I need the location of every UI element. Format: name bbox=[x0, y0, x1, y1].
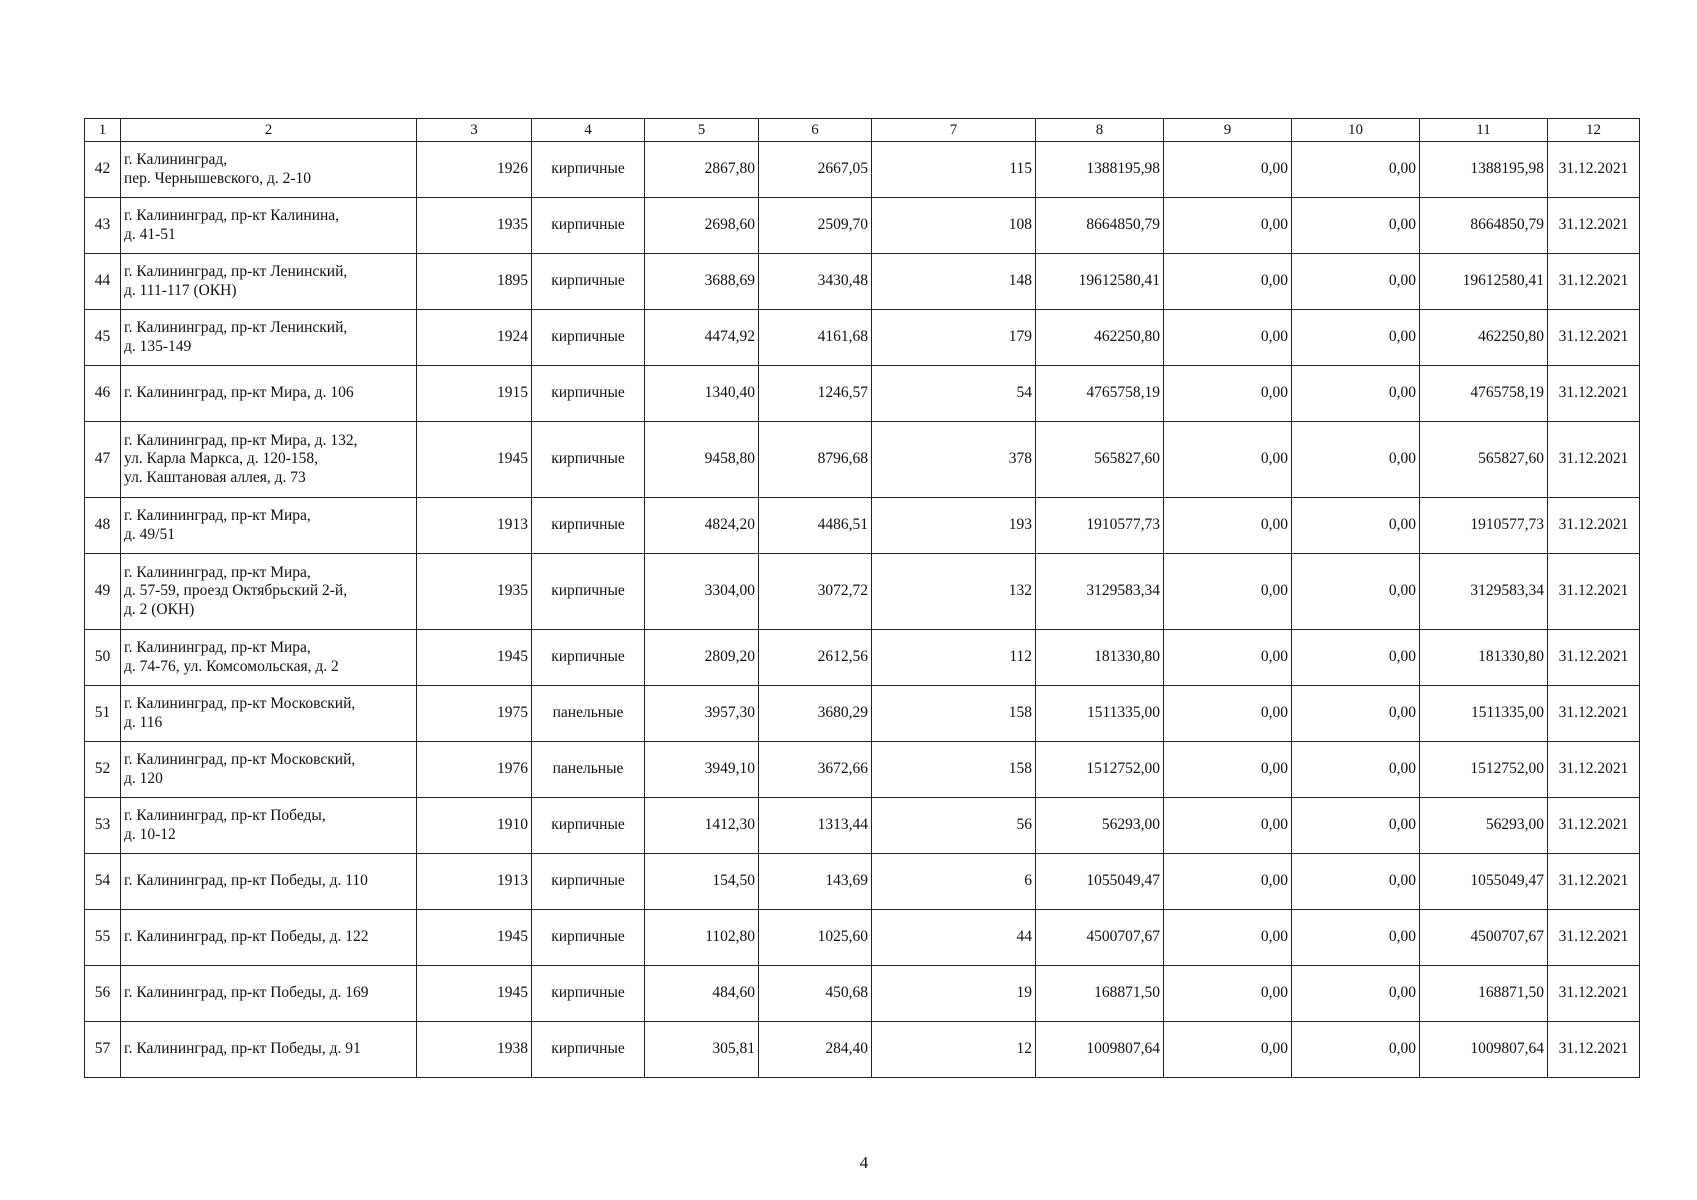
col9-cell: 0,00 bbox=[1164, 422, 1292, 498]
col10-cell: 0,00 bbox=[1292, 686, 1420, 742]
year-cell: 1945 bbox=[417, 630, 532, 686]
year-cell: 1910 bbox=[417, 798, 532, 854]
row-number: 44 bbox=[85, 254, 121, 310]
col6-cell: 284,40 bbox=[759, 1022, 872, 1078]
address-cell bbox=[121, 966, 417, 1022]
address-line: д. 41-51 bbox=[124, 225, 176, 243]
address-line: д. 116 bbox=[124, 713, 163, 731]
material-cell: панельные bbox=[532, 742, 645, 798]
row-number: 47 bbox=[85, 422, 121, 498]
address-cell bbox=[121, 422, 417, 498]
col10-cell: 0,00 bbox=[1292, 422, 1420, 498]
year-cell: 1945 bbox=[417, 966, 532, 1022]
col7-cell: 179 bbox=[872, 310, 1036, 366]
col10-cell: 0,00 bbox=[1292, 854, 1420, 910]
col11-cell: 1055049,47 bbox=[1420, 854, 1548, 910]
table-row bbox=[85, 1022, 1640, 1078]
col5-cell: 484,60 bbox=[645, 966, 759, 1022]
col8-cell: 1388195,98 bbox=[1036, 142, 1164, 198]
table-row bbox=[85, 498, 1640, 554]
material-cell: кирпичные bbox=[532, 798, 645, 854]
col6-cell: 143,69 bbox=[759, 854, 872, 910]
col8-cell: 4500707,67 bbox=[1036, 910, 1164, 966]
address-cell bbox=[121, 310, 417, 366]
row-number: 51 bbox=[85, 686, 121, 742]
table-row bbox=[85, 742, 1640, 798]
housing-table bbox=[84, 118, 1640, 1078]
column-header-7: 7 bbox=[872, 119, 1036, 142]
col8-cell: 56293,00 bbox=[1036, 798, 1164, 854]
row-number: 52 bbox=[85, 742, 121, 798]
year-cell: 1976 bbox=[417, 742, 532, 798]
col5-cell: 2809,20 bbox=[645, 630, 759, 686]
address-line: г. Калининград, пр-кт Мира, bbox=[124, 563, 311, 581]
material-cell: кирпичные bbox=[532, 498, 645, 554]
col8-cell: 1055049,47 bbox=[1036, 854, 1164, 910]
col6-cell: 2612,56 bbox=[759, 630, 872, 686]
col6-cell: 3072,72 bbox=[759, 554, 872, 630]
year-cell: 1895 bbox=[417, 254, 532, 310]
page-number: 4 bbox=[859, 1153, 869, 1172]
column-header-2: 2 bbox=[121, 119, 417, 142]
column-header-5: 5 bbox=[645, 119, 759, 142]
date-cell: 31.12.2021 bbox=[1548, 910, 1640, 966]
col10-cell: 0,00 bbox=[1292, 630, 1420, 686]
col10-cell: 0,00 bbox=[1292, 498, 1420, 554]
col7-cell: 148 bbox=[872, 254, 1036, 310]
col5-cell: 3949,10 bbox=[645, 742, 759, 798]
col5-cell: 4474,92 bbox=[645, 310, 759, 366]
date-cell: 31.12.2021 bbox=[1548, 742, 1640, 798]
col9-cell: 0,00 bbox=[1164, 686, 1292, 742]
table-body bbox=[85, 142, 1640, 1078]
date-cell: 31.12.2021 bbox=[1548, 966, 1640, 1022]
address-line: г. Калининград, пр-кт Калинина, bbox=[124, 206, 340, 224]
address-line: г. Калининград, пр-кт Победы, д. 122 bbox=[124, 928, 369, 946]
col11-cell: 1511335,00 bbox=[1420, 686, 1548, 742]
table-row bbox=[85, 910, 1640, 966]
address-line: г. Калининград, пр-кт Победы, bbox=[124, 806, 326, 824]
address-line: г. Калининград, пр-кт Победы, д. 91 bbox=[124, 1040, 361, 1058]
col11-cell: 1512752,00 bbox=[1420, 742, 1548, 798]
year-cell: 1935 bbox=[417, 554, 532, 630]
table-row bbox=[85, 798, 1640, 854]
row-number: 48 bbox=[85, 498, 121, 554]
col6-cell: 3672,66 bbox=[759, 742, 872, 798]
col11-cell: 565827,60 bbox=[1420, 422, 1548, 498]
address-cell bbox=[121, 1022, 417, 1078]
col10-cell: 0,00 bbox=[1292, 310, 1420, 366]
column-header-9: 9 bbox=[1164, 119, 1292, 142]
date-cell: 31.12.2021 bbox=[1548, 422, 1640, 498]
year-cell: 1924 bbox=[417, 310, 532, 366]
col9-cell: 0,00 bbox=[1164, 910, 1292, 966]
col5-cell: 1102,80 bbox=[645, 910, 759, 966]
col11-cell: 8664850,79 bbox=[1420, 198, 1548, 254]
address-line: д. 74-76, ул. Комсомольская, д. 2 bbox=[124, 657, 339, 675]
col5-cell: 3957,30 bbox=[645, 686, 759, 742]
address-cell bbox=[121, 498, 417, 554]
table-row bbox=[85, 366, 1640, 422]
date-cell: 31.12.2021 bbox=[1548, 554, 1640, 630]
address-line: г. Калининград, пр-кт Московский, bbox=[124, 694, 356, 712]
address-cell bbox=[121, 798, 417, 854]
col8-cell: 19612580,41 bbox=[1036, 254, 1164, 310]
column-header-4: 4 bbox=[532, 119, 645, 142]
address-line: д. 10-12 bbox=[124, 825, 176, 843]
table-row bbox=[85, 142, 1640, 198]
year-cell: 1913 bbox=[417, 498, 532, 554]
date-cell: 31.12.2021 bbox=[1548, 854, 1640, 910]
col6-cell: 2509,70 bbox=[759, 198, 872, 254]
col8-cell: 181330,80 bbox=[1036, 630, 1164, 686]
address-line: пер. Чернышевского, д. 2-10 bbox=[124, 169, 312, 187]
row-number: 49 bbox=[85, 554, 121, 630]
col5-cell: 154,50 bbox=[645, 854, 759, 910]
column-header-10: 10 bbox=[1292, 119, 1420, 142]
row-number: 42 bbox=[85, 142, 121, 198]
address-line: д. 49/51 bbox=[124, 525, 175, 543]
col10-cell: 0,00 bbox=[1292, 254, 1420, 310]
material-cell: кирпичные bbox=[532, 366, 645, 422]
address-line: г. Калининград, пр-кт Мира, д. 132, bbox=[124, 431, 358, 449]
address-cell bbox=[121, 198, 417, 254]
col9-cell: 0,00 bbox=[1164, 254, 1292, 310]
col9-cell: 0,00 bbox=[1164, 198, 1292, 254]
row-number: 45 bbox=[85, 310, 121, 366]
material-cell: кирпичные bbox=[532, 310, 645, 366]
table-row bbox=[85, 310, 1640, 366]
address-line: д. 2 (ОКН) bbox=[124, 600, 195, 618]
col9-cell: 0,00 bbox=[1164, 142, 1292, 198]
col8-cell: 1511335,00 bbox=[1036, 686, 1164, 742]
address-cell bbox=[121, 742, 417, 798]
material-cell: кирпичные bbox=[532, 198, 645, 254]
date-cell: 31.12.2021 bbox=[1548, 798, 1640, 854]
address-line: г. Калининград, пр-кт Московский, bbox=[124, 750, 356, 768]
col5-cell: 305,81 bbox=[645, 1022, 759, 1078]
address-cell bbox=[121, 854, 417, 910]
date-cell: 31.12.2021 bbox=[1548, 142, 1640, 198]
col11-cell: 181330,80 bbox=[1420, 630, 1548, 686]
year-cell: 1945 bbox=[417, 910, 532, 966]
material-cell: кирпичные bbox=[532, 554, 645, 630]
col11-cell: 1009807,64 bbox=[1420, 1022, 1548, 1078]
year-cell: 1945 bbox=[417, 422, 532, 498]
col8-cell: 3129583,34 bbox=[1036, 554, 1164, 630]
col10-cell: 0,00 bbox=[1292, 198, 1420, 254]
table-row bbox=[85, 686, 1640, 742]
material-cell: кирпичные bbox=[532, 630, 645, 686]
column-header-6: 6 bbox=[759, 119, 872, 142]
address-line: г. Калининград, пр-кт Победы, д. 110 bbox=[124, 872, 368, 890]
year-cell: 1915 bbox=[417, 366, 532, 422]
col7-cell: 378 bbox=[872, 422, 1036, 498]
col9-cell: 0,00 bbox=[1164, 1022, 1292, 1078]
col6-cell: 1313,44 bbox=[759, 798, 872, 854]
col9-cell: 0,00 bbox=[1164, 966, 1292, 1022]
date-cell: 31.12.2021 bbox=[1548, 630, 1640, 686]
row-number: 56 bbox=[85, 966, 121, 1022]
col11-cell: 1388195,98 bbox=[1420, 142, 1548, 198]
column-header-11: 11 bbox=[1420, 119, 1548, 142]
col11-cell: 4500707,67 bbox=[1420, 910, 1548, 966]
table-row bbox=[85, 554, 1640, 630]
col5-cell: 2698,60 bbox=[645, 198, 759, 254]
col6-cell: 1246,57 bbox=[759, 366, 872, 422]
col7-cell: 19 bbox=[872, 966, 1036, 1022]
col7-cell: 193 bbox=[872, 498, 1036, 554]
table-row bbox=[85, 198, 1640, 254]
address-line: г. Калининград, пр-кт Победы, д. 169 bbox=[124, 984, 369, 1002]
date-cell: 31.12.2021 bbox=[1548, 254, 1640, 310]
material-cell: кирпичные bbox=[532, 1022, 645, 1078]
col6-cell: 450,68 bbox=[759, 966, 872, 1022]
col5-cell: 3304,00 bbox=[645, 554, 759, 630]
col6-cell: 3680,29 bbox=[759, 686, 872, 742]
col9-cell: 0,00 bbox=[1164, 310, 1292, 366]
column-header-1: 1 bbox=[85, 119, 121, 142]
address-line: д. 111-117 (ОКН) bbox=[124, 281, 237, 299]
row-number: 46 bbox=[85, 366, 121, 422]
date-cell: 31.12.2021 bbox=[1548, 498, 1640, 554]
col10-cell: 0,00 bbox=[1292, 966, 1420, 1022]
date-cell: 31.12.2021 bbox=[1548, 1022, 1640, 1078]
document-sheet bbox=[84, 118, 1640, 1078]
col6-cell: 3430,48 bbox=[759, 254, 872, 310]
col6-cell: 1025,60 bbox=[759, 910, 872, 966]
material-cell: кирпичные bbox=[532, 142, 645, 198]
column-header-12: 12 bbox=[1548, 119, 1640, 142]
col7-cell: 112 bbox=[872, 630, 1036, 686]
row-number: 57 bbox=[85, 1022, 121, 1078]
col8-cell: 8664850,79 bbox=[1036, 198, 1164, 254]
col11-cell: 1910577,73 bbox=[1420, 498, 1548, 554]
col7-cell: 132 bbox=[872, 554, 1036, 630]
col10-cell: 0,00 bbox=[1292, 554, 1420, 630]
row-number: 43 bbox=[85, 198, 121, 254]
col8-cell: 462250,80 bbox=[1036, 310, 1164, 366]
address-line: г. Калининград, пр-кт Мира, д. 106 bbox=[124, 384, 354, 402]
address-line: г. Калининград, пр-кт Ленинский, bbox=[124, 262, 348, 280]
address-cell bbox=[121, 142, 417, 198]
address-line: г. Калининград, bbox=[124, 150, 228, 168]
address-cell bbox=[121, 630, 417, 686]
col8-cell: 1512752,00 bbox=[1036, 742, 1164, 798]
col7-cell: 44 bbox=[872, 910, 1036, 966]
col6-cell: 2667,05 bbox=[759, 142, 872, 198]
col5-cell: 2867,80 bbox=[645, 142, 759, 198]
col7-cell: 56 bbox=[872, 798, 1036, 854]
col7-cell: 6 bbox=[872, 854, 1036, 910]
col8-cell: 1009807,64 bbox=[1036, 1022, 1164, 1078]
address-line: ул. Каштановая аллея, д. 73 bbox=[124, 468, 306, 486]
year-cell: 1935 bbox=[417, 198, 532, 254]
table-row bbox=[85, 254, 1640, 310]
col7-cell: 108 bbox=[872, 198, 1036, 254]
col9-cell: 0,00 bbox=[1164, 854, 1292, 910]
row-number: 54 bbox=[85, 854, 121, 910]
col11-cell: 19612580,41 bbox=[1420, 254, 1548, 310]
address-line: д. 135-149 bbox=[124, 337, 192, 355]
table-row bbox=[85, 422, 1640, 498]
address-line: г. Калининград, пр-кт Мира, bbox=[124, 638, 311, 656]
table-row bbox=[85, 854, 1640, 910]
col5-cell: 3688,69 bbox=[645, 254, 759, 310]
table-header bbox=[85, 119, 1640, 142]
col10-cell: 0,00 bbox=[1292, 798, 1420, 854]
date-cell: 31.12.2021 bbox=[1548, 366, 1640, 422]
col7-cell: 12 bbox=[872, 1022, 1036, 1078]
column-header-8: 8 bbox=[1036, 119, 1164, 142]
table-row bbox=[85, 630, 1640, 686]
col10-cell: 0,00 bbox=[1292, 1022, 1420, 1078]
col6-cell: 4161,68 bbox=[759, 310, 872, 366]
date-cell: 31.12.2021 bbox=[1548, 310, 1640, 366]
col10-cell: 0,00 bbox=[1292, 142, 1420, 198]
col7-cell: 158 bbox=[872, 742, 1036, 798]
col8-cell: 565827,60 bbox=[1036, 422, 1164, 498]
col9-cell: 0,00 bbox=[1164, 554, 1292, 630]
row-number: 55 bbox=[85, 910, 121, 966]
col9-cell: 0,00 bbox=[1164, 498, 1292, 554]
col5-cell: 4824,20 bbox=[645, 498, 759, 554]
col11-cell: 3129583,34 bbox=[1420, 554, 1548, 630]
col11-cell: 4765758,19 bbox=[1420, 366, 1548, 422]
col11-cell: 462250,80 bbox=[1420, 310, 1548, 366]
col9-cell: 0,00 bbox=[1164, 366, 1292, 422]
col9-cell: 0,00 bbox=[1164, 742, 1292, 798]
col10-cell: 0,00 bbox=[1292, 742, 1420, 798]
material-cell: кирпичные bbox=[532, 854, 645, 910]
row-number: 53 bbox=[85, 798, 121, 854]
address-cell bbox=[121, 686, 417, 742]
column-header-3: 3 bbox=[417, 119, 532, 142]
col10-cell: 0,00 bbox=[1292, 366, 1420, 422]
col5-cell: 1340,40 bbox=[645, 366, 759, 422]
table-row bbox=[85, 966, 1640, 1022]
col8-cell: 168871,50 bbox=[1036, 966, 1164, 1022]
year-cell: 1975 bbox=[417, 686, 532, 742]
address-cell bbox=[121, 554, 417, 630]
col10-cell: 0,00 bbox=[1292, 910, 1420, 966]
row-number: 50 bbox=[85, 630, 121, 686]
address-line: г. Калининград, пр-кт Мира, bbox=[124, 506, 311, 524]
col7-cell: 54 bbox=[872, 366, 1036, 422]
year-cell: 1913 bbox=[417, 854, 532, 910]
col7-cell: 158 bbox=[872, 686, 1036, 742]
col5-cell: 9458,80 bbox=[645, 422, 759, 498]
address-line: ул. Карла Маркса, д. 120-158, bbox=[124, 450, 319, 468]
col6-cell: 4486,51 bbox=[759, 498, 872, 554]
col9-cell: 0,00 bbox=[1164, 630, 1292, 686]
col8-cell: 1910577,73 bbox=[1036, 498, 1164, 554]
header-row bbox=[85, 119, 1640, 142]
col11-cell: 168871,50 bbox=[1420, 966, 1548, 1022]
date-cell: 31.12.2021 bbox=[1548, 686, 1640, 742]
year-cell: 1938 bbox=[417, 1022, 532, 1078]
year-cell: 1926 bbox=[417, 142, 532, 198]
address-line: г. Калининград, пр-кт Ленинский, bbox=[124, 318, 348, 336]
material-cell: панельные bbox=[532, 686, 645, 742]
col9-cell: 0,00 bbox=[1164, 798, 1292, 854]
address-cell bbox=[121, 254, 417, 310]
material-cell: кирпичные bbox=[532, 910, 645, 966]
col11-cell: 56293,00 bbox=[1420, 798, 1548, 854]
address-cell bbox=[121, 366, 417, 422]
material-cell: кирпичные bbox=[532, 422, 645, 498]
date-cell: 31.12.2021 bbox=[1548, 198, 1640, 254]
col8-cell: 4765758,19 bbox=[1036, 366, 1164, 422]
col5-cell: 1412,30 bbox=[645, 798, 759, 854]
material-cell: кирпичные bbox=[532, 966, 645, 1022]
address-cell bbox=[121, 910, 417, 966]
address-line: д. 120 bbox=[124, 769, 163, 787]
col6-cell: 8796,68 bbox=[759, 422, 872, 498]
material-cell: кирпичные bbox=[532, 254, 645, 310]
col7-cell: 115 bbox=[872, 142, 1036, 198]
address-line: д. 57-59, проезд Октябрьский 2-й, bbox=[124, 582, 348, 600]
